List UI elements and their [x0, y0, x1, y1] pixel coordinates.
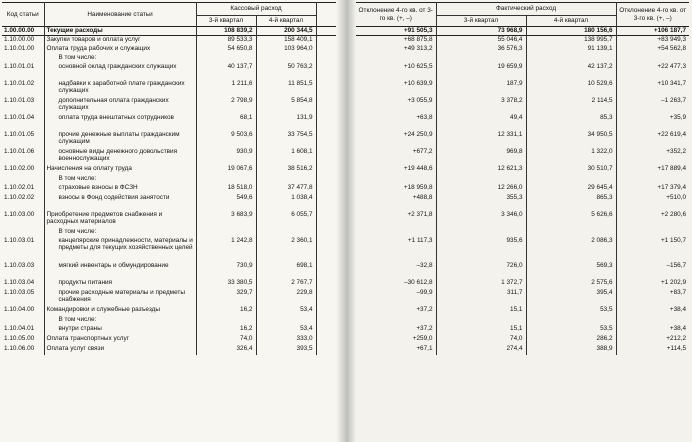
row-cash-deviation: –32,8 [356, 262, 436, 279]
row-actual-q3: 3 378,2 [436, 97, 526, 114]
header-q4: 4-й квартал [256, 16, 316, 27]
row-cash-q3: 549,6 [196, 194, 256, 211]
row-name: дополнительная оплата гражданских служащих [44, 97, 196, 114]
row-name: Начисления на оплату труда [44, 165, 196, 175]
row-name: В том числе: [44, 54, 196, 63]
cash-expenditure-table [2, 2, 336, 355]
row-actual-q3: 355,3 [436, 194, 526, 211]
row-code: 1.10.01.02 [2, 80, 44, 97]
row-cash-q4: 33 754,5 [256, 131, 316, 148]
table-row [356, 148, 689, 165]
table-row [2, 262, 336, 279]
row-cash-q3: 40 137,7 [196, 63, 256, 80]
row-spacer [316, 131, 336, 148]
table-row [356, 289, 689, 306]
header-code: Код статьи [2, 3, 44, 27]
row-actual-q3 [436, 175, 526, 184]
row-code: 1.10.02.01 [2, 184, 44, 194]
header-actual-group: Фактический расход [436, 3, 616, 16]
row-name: Командировки и служебные разъезды [44, 306, 196, 316]
row-cash-q3: 16,2 [196, 325, 256, 335]
row-cash-deviation: +49 313,2 [356, 45, 436, 54]
table-row [356, 45, 689, 54]
row-code: 1.10.06.00 [2, 345, 44, 355]
row-cash-q3: 9 503,6 [196, 131, 256, 148]
row-cash-deviation [356, 54, 436, 63]
row-cash-q4: 1 608,1 [256, 148, 316, 165]
row-name: мягкий инвентарь и обмундирование [44, 262, 196, 279]
header-deviation-cash: Отклонение 4-го кв. от 3-го кв. (+, –) [356, 3, 436, 27]
row-code [2, 228, 44, 237]
row-actual-deviation: +1 150,7 [660, 236, 687, 244]
row-name: взносы в Фонд содействия занятости [44, 194, 196, 211]
table-row [2, 237, 336, 262]
row-actual-deviation: +17 889,4 [657, 164, 687, 172]
row-actual-deviation [616, 228, 689, 237]
row-actual-q4: 5 626,6 [526, 211, 616, 228]
table-row [2, 194, 336, 211]
row-spacer [316, 184, 336, 194]
row-cash-deviation: –99,9 [356, 289, 436, 306]
row-name: прочие денежные выплаты гражданским служащим [44, 131, 196, 148]
row-cash-deviation: +37,2 [356, 325, 436, 335]
row-name: Оплата транспортных услуг [44, 335, 196, 345]
row-cash-q3: 33 380,5 [196, 279, 256, 289]
header-name: Наименование статьи [44, 3, 196, 27]
row-cash-deviation: +488,8 [356, 194, 436, 211]
row-spacer [316, 45, 336, 54]
actual-expenditure-table [356, 2, 689, 355]
table-row [356, 97, 689, 114]
header-actual-q4: 4-й квартал [526, 16, 616, 27]
row-cash-q3: 1 242,8 [196, 237, 256, 262]
row-cash-q3: 68,1 [196, 114, 256, 131]
row-spacer [316, 63, 336, 80]
row-cash-q3: 54 650,8 [196, 45, 256, 54]
row-cash-deviation: +677,2 [356, 148, 436, 165]
row-code: 1.10.01.06 [2, 148, 44, 165]
row-name: В том числе: [44, 228, 196, 237]
row-name: В том числе: [44, 316, 196, 325]
row-actual-q4: 53,5 [526, 306, 616, 316]
row-code: 1.00.00.00 [2, 27, 44, 36]
row-actual-q4 [526, 316, 616, 325]
row-actual-deviation: +35,9 [669, 113, 687, 121]
row-name: Оплата услуг связи [44, 345, 196, 355]
row-spacer [316, 27, 336, 36]
row-spacer [316, 54, 336, 63]
table-row [356, 27, 689, 36]
table-row [2, 148, 336, 165]
row-code: 1.10.03.00 [2, 211, 44, 228]
row-spacer [316, 279, 336, 289]
row-actual-deviation: +22 619,4 [657, 130, 687, 138]
row-cash-q4: 2 767,7 [256, 279, 316, 289]
row-cash-q4 [256, 228, 316, 237]
row-cash-deviation: +37,2 [356, 306, 436, 316]
row-actual-q3 [436, 228, 526, 237]
table-row [2, 228, 336, 237]
row-actual-q3: 274,4 [436, 345, 526, 355]
header-cash-group: Кассовый расход [196, 3, 316, 16]
row-spacer [316, 165, 336, 175]
row-cash-q3: 19 067,6 [196, 165, 256, 175]
row-code: 1.10.03.05 [2, 289, 44, 306]
table-row [356, 325, 689, 335]
row-actual-deviation: +10 341,7 [657, 79, 687, 87]
row-code: 1.10.00.00 [2, 36, 44, 45]
row-name: основной оклад гражданских служащих [44, 63, 196, 80]
row-cash-deviation: +68 875,8 [356, 36, 436, 45]
table-row [2, 97, 336, 114]
row-cash-q4: 103 964,0 [256, 45, 316, 54]
table-row [356, 36, 689, 45]
row-actual-deviation: +212,2 [666, 334, 687, 342]
row-spacer [316, 306, 336, 316]
row-cash-q3 [196, 54, 256, 63]
row-cash-q3: 1 211,6 [196, 80, 256, 97]
row-spacer [316, 211, 336, 228]
row-actual-q3: 3 346,0 [436, 211, 526, 228]
row-actual-deviation: +106 187,7 [653, 27, 687, 34]
row-actual-q3: 36 576,3 [436, 45, 526, 54]
row-actual-deviation: +510,0 [666, 193, 687, 201]
row-cash-deviation: +19 448,6 [356, 165, 436, 175]
row-actual-q4: 91 139,1 [526, 45, 616, 54]
row-code [2, 54, 44, 63]
row-code: 1.10.03.01 [2, 237, 44, 262]
row-actual-q4: 53,5 [526, 325, 616, 335]
table-row [356, 316, 689, 325]
row-code: 1.10.04.00 [2, 306, 44, 316]
row-spacer [316, 175, 336, 184]
row-cash-q4: 50 763,2 [256, 63, 316, 80]
row-cash-q3: 89 533,3 [196, 36, 256, 45]
row-actual-q4 [526, 175, 616, 184]
row-name: Закупки товаров и оплата услуг [44, 36, 196, 45]
row-cash-deviation: +67,1 [356, 345, 436, 355]
row-cash-q3 [196, 316, 256, 325]
row-actual-q3: 19 659,9 [436, 63, 526, 80]
row-name: прочие расходные материалы и предметы снабжения [44, 289, 196, 306]
row-cash-q4: 11 851,5 [256, 80, 316, 97]
row-actual-q4: 2 575,6 [526, 279, 616, 289]
row-actual-q3: 74,0 [436, 335, 526, 345]
row-actual-deviation: –156,7 [666, 261, 687, 269]
row-spacer [316, 262, 336, 279]
row-actual-q4 [526, 228, 616, 237]
table-row [2, 335, 336, 345]
row-cash-q4: 2 360,1 [256, 237, 316, 262]
row-name: оплата труда внештатных сотрудников [44, 114, 196, 131]
table-row [2, 175, 336, 184]
table-row [356, 345, 689, 355]
row-spacer [316, 97, 336, 114]
row-cash-q4: 333,0 [256, 335, 316, 345]
row-cash-deviation: +91 505,3 [356, 27, 436, 36]
row-actual-deviation: –1 263,7 [661, 96, 687, 104]
row-spacer [316, 325, 336, 335]
right-page [346, 0, 692, 442]
row-name: Оплата труда рабочих и служащих [44, 45, 196, 54]
row-actual-deviation: +22 477,3 [657, 62, 687, 70]
row-actual-q4: 180 156,6 [526, 27, 616, 36]
row-cash-q3: 3 683,9 [196, 211, 256, 228]
row-actual-q3: 12 266,0 [436, 184, 526, 194]
row-actual-deviation: +83 949,3 [657, 36, 687, 43]
table-row [2, 165, 336, 175]
row-actual-deviation: +38,4 [669, 305, 687, 313]
row-actual-q3: 12 621,3 [436, 165, 526, 175]
table-row [2, 131, 336, 148]
table-row [2, 27, 336, 36]
row-actual-q3: 73 968,9 [436, 27, 526, 36]
row-actual-q3: 49,4 [436, 114, 526, 131]
table-row [2, 279, 336, 289]
row-actual-q4: 2 114,5 [526, 97, 616, 114]
table-row [356, 54, 689, 63]
row-name: канцелярские принадлежности, материалы и предметы для текущих хозяйственных целей [44, 237, 196, 262]
table-row [2, 316, 336, 325]
row-actual-q4: 865,3 [526, 194, 616, 211]
row-actual-deviation: +83,7 [669, 288, 687, 296]
row-code: 1.10.01.04 [2, 114, 44, 131]
row-actual-q3 [436, 316, 526, 325]
row-cash-q4: 1 038,4 [256, 194, 316, 211]
row-actual-q3: 311,7 [436, 289, 526, 306]
row-actual-q4: 34 950,5 [526, 131, 616, 148]
row-cash-q4 [256, 54, 316, 63]
row-cash-q3: 730,9 [196, 262, 256, 279]
row-spacer [316, 148, 336, 165]
row-cash-deviation: +24 250,9 [356, 131, 436, 148]
book-gutter-shadow [336, 0, 356, 442]
row-name: надбавки к заработной плате гражданских служащих [44, 80, 196, 97]
row-actual-q4: 388,9 [526, 345, 616, 355]
table-row [356, 80, 689, 97]
row-cash-deviation: +1 117,3 [356, 237, 436, 262]
row-cash-q3 [196, 175, 256, 184]
row-actual-q3: 726,0 [436, 262, 526, 279]
row-cash-deviation: +3 055,9 [356, 97, 436, 114]
row-actual-q4 [526, 54, 616, 63]
row-cash-deviation: –30 612,8 [356, 279, 436, 289]
row-actual-deviation: +114,5 [666, 344, 687, 352]
row-cash-q4: 131,9 [256, 114, 316, 131]
table-row [356, 175, 689, 184]
table-row [356, 279, 689, 289]
table-row [2, 325, 336, 335]
table-row [2, 36, 336, 45]
header-spacer [316, 3, 336, 27]
table-row [2, 306, 336, 316]
row-cash-deviation: +2 371,8 [356, 211, 436, 228]
table-row [356, 335, 689, 345]
row-name: Текущие расходы [44, 27, 196, 36]
header-q3: 3-й квартал [196, 16, 256, 27]
row-name: В том числе: [44, 175, 196, 184]
table-row [356, 114, 689, 131]
row-actual-q4: 85,3 [526, 114, 616, 131]
row-actual-q3: 187,9 [436, 80, 526, 97]
table-row [356, 184, 689, 194]
row-cash-q3: 930,9 [196, 148, 256, 165]
row-cash-q4: 38 516,2 [256, 165, 316, 175]
row-cash-deviation [356, 175, 436, 184]
row-code: 1.10.03.03 [2, 262, 44, 279]
row-actual-q3 [436, 54, 526, 63]
row-cash-deviation: +10 639,9 [356, 80, 436, 97]
row-cash-q4: 229,8 [256, 289, 316, 306]
row-spacer [316, 80, 336, 97]
row-actual-deviation: +1 202,9 [660, 278, 687, 286]
row-cash-deviation [356, 316, 436, 325]
row-spacer [316, 36, 336, 45]
header-actual-q3: 3-й квартал [436, 16, 526, 27]
row-name: продукты питания [44, 279, 196, 289]
table-row [356, 165, 689, 175]
row-actual-q4: 569,3 [526, 262, 616, 279]
row-cash-q4: 37 477,8 [256, 184, 316, 194]
table-row [356, 63, 689, 80]
row-spacer [316, 237, 336, 262]
table-row [2, 45, 336, 54]
row-actual-deviation [616, 316, 689, 325]
row-code: 1.10.05.00 [2, 335, 44, 345]
row-name: Приобретение предметов снабжения и расходных материалов [44, 211, 196, 228]
row-cash-q3: 2 798,9 [196, 97, 256, 114]
row-cash-q4: 158 409,1 [256, 36, 316, 45]
row-cash-q4: 698,1 [256, 262, 316, 279]
row-actual-q3: 15,1 [436, 306, 526, 316]
row-actual-deviation: +352,2 [666, 147, 687, 155]
row-cash-q3: 18 518,0 [196, 184, 256, 194]
left-table-body [2, 27, 336, 355]
row-actual-deviation [616, 54, 689, 63]
row-actual-q4: 138 995,7 [526, 36, 616, 45]
right-table-body [356, 27, 689, 355]
table-row [356, 262, 689, 279]
table-row [2, 345, 336, 355]
row-cash-q3 [196, 228, 256, 237]
row-code: 1.10.01.00 [2, 45, 44, 54]
table-row [356, 211, 689, 228]
row-code: 1.10.03.04 [2, 279, 44, 289]
table-row [2, 114, 336, 131]
row-cash-q4: 5 854,8 [256, 97, 316, 114]
row-spacer [316, 335, 336, 345]
table-row [356, 228, 689, 237]
row-actual-q4: 10 529,6 [526, 80, 616, 97]
table-row [2, 54, 336, 63]
row-code: 1.10.01.03 [2, 97, 44, 114]
row-spacer [316, 194, 336, 211]
row-spacer [316, 289, 336, 306]
table-row [356, 194, 689, 211]
row-name: внутри страны [44, 325, 196, 335]
row-cash-deviation: +63,8 [356, 114, 436, 131]
row-actual-q3: 12 331,1 [436, 131, 526, 148]
row-actual-q4: 29 645,4 [526, 184, 616, 194]
row-actual-q3: 969,8 [436, 148, 526, 165]
row-actual-q3: 55 046,4 [436, 36, 526, 45]
row-actual-q4: 1 322,0 [526, 148, 616, 165]
row-actual-deviation: +54 562,8 [657, 44, 687, 52]
table-row [2, 63, 336, 80]
row-cash-q4: 200 344,5 [256, 27, 316, 36]
table-row [356, 237, 689, 262]
table-row [2, 184, 336, 194]
row-cash-q4: 393,5 [256, 345, 316, 355]
row-actual-q4: 2 086,3 [526, 237, 616, 262]
row-actual-deviation: +2 280,6 [660, 210, 687, 218]
row-cash-deviation: +18 959,8 [356, 184, 436, 194]
row-code: 1.10.01.01 [2, 63, 44, 80]
table-row [2, 80, 336, 97]
table-row [356, 306, 689, 316]
row-actual-q4: 42 137,2 [526, 63, 616, 80]
row-spacer [316, 345, 336, 355]
row-cash-deviation [356, 228, 436, 237]
row-code [2, 175, 44, 184]
row-cash-q3: 108 839,2 [196, 27, 256, 36]
row-spacer [316, 114, 336, 131]
row-cash-q3: 329,7 [196, 289, 256, 306]
row-cash-q4: 53,4 [256, 325, 316, 335]
row-actual-deviation [616, 175, 689, 184]
table-row [2, 289, 336, 306]
row-cash-q4 [256, 316, 316, 325]
row-code [2, 316, 44, 325]
row-code: 1.10.01.05 [2, 131, 44, 148]
table-row [356, 131, 689, 148]
row-code: 1.10.04.01 [2, 325, 44, 335]
row-name: основные виды денежного довольствия военнослужащих [44, 148, 196, 165]
row-spacer [316, 228, 336, 237]
row-actual-q3: 15,1 [436, 325, 526, 335]
row-cash-deviation: +259,0 [356, 335, 436, 345]
row-cash-deviation: +10 625,5 [356, 63, 436, 80]
row-cash-q3: 16,2 [196, 306, 256, 316]
row-actual-q3: 1 372,7 [436, 279, 526, 289]
row-actual-q4: 395,4 [526, 289, 616, 306]
row-cash-q3: 326,4 [196, 345, 256, 355]
row-cash-q4: 53,4 [256, 306, 316, 316]
row-code: 1.10.02.00 [2, 165, 44, 175]
table-row [2, 211, 336, 228]
row-actual-deviation: +17 379,4 [657, 183, 687, 191]
header-deviation-actual: Отклонение 4-го кв. от 3-го кв. (+, –) [619, 7, 687, 22]
row-spacer [316, 316, 336, 325]
row-cash-q4: 6 055,7 [256, 211, 316, 228]
row-actual-deviation: +38,4 [669, 324, 687, 332]
row-cash-q4 [256, 175, 316, 184]
row-code: 1.10.02.02 [2, 194, 44, 211]
row-actual-q4: 286,2 [526, 335, 616, 345]
row-name: страховые взносы в ФСЗН [44, 184, 196, 194]
row-cash-q3: 74,0 [196, 335, 256, 345]
row-actual-q3: 935,6 [436, 237, 526, 262]
row-actual-q4: 30 510,7 [526, 165, 616, 175]
